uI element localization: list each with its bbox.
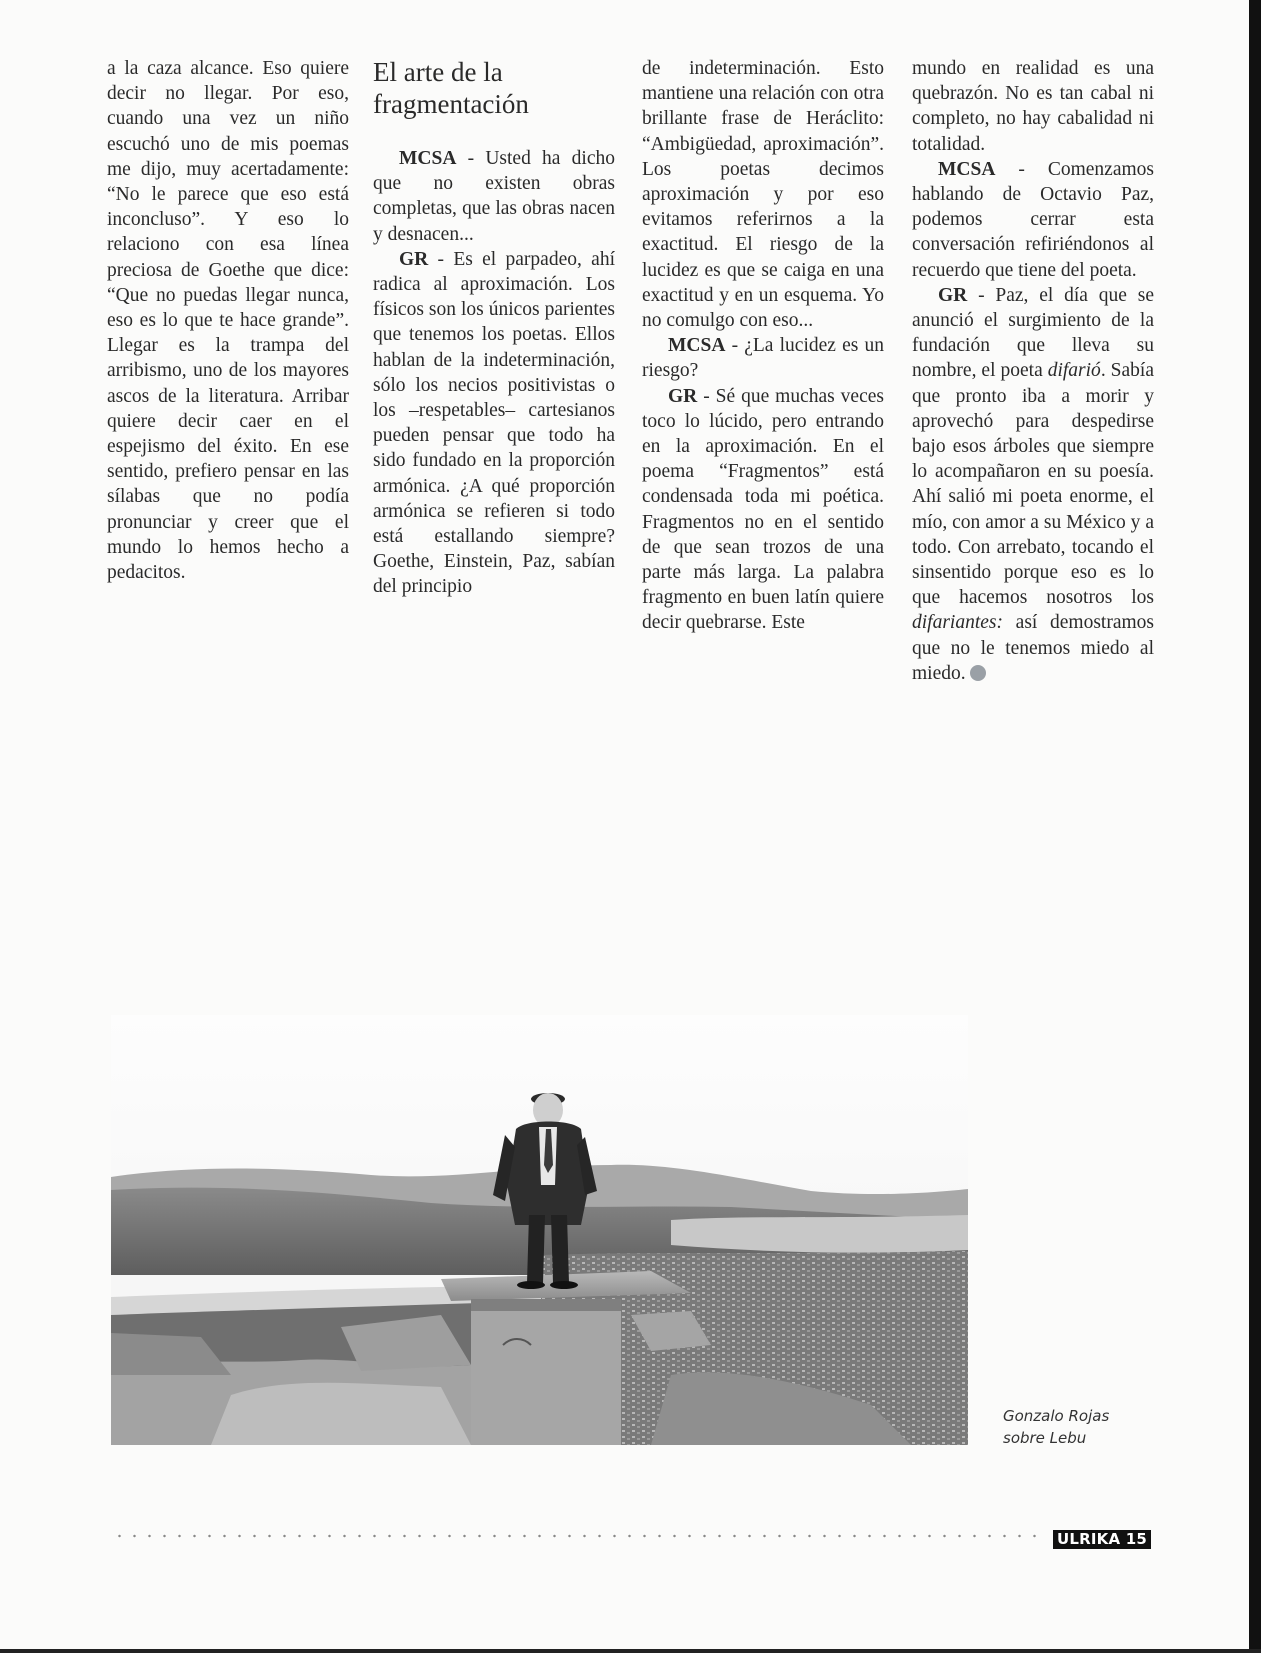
emphasis-text: difariantes:	[912, 612, 1003, 634]
answer-text: . Sabía que pronto iba a morir y aprovechó para despedirse bajo esos árboles que siempre lo acompañaron en su poesía. Ahí salió mi poeta enorme, el mío, con amor a su México y a todo. Con arrebato, tocando el sinsentido porque eso es lo que hacemos nosotros los	[912, 360, 1154, 609]
question-paragraph	[642, 333, 884, 383]
photo-poet-over-lebu	[111, 1015, 968, 1445]
speaker-label: GR	[938, 284, 968, 306]
answer-text: - Paz, el día que se anunció el surgimiento de la fundación que lleva su nombre, el poeta	[912, 284, 1154, 382]
speaker-label: MCSA	[668, 335, 726, 357]
answer-paragraph	[373, 247, 615, 600]
page-bottom-edge	[0, 1649, 1261, 1653]
page-number: 15	[1125, 1530, 1148, 1548]
emphasis-text: difarió	[1047, 360, 1101, 382]
magazine-name: ULRIKA	[1057, 1530, 1121, 1548]
answer-paragraph	[642, 384, 884, 636]
paragraph: a la caza alcance. Eso quiere decir no llegar. Por eso, cuando una vez un niño escuchó uno de mis poemas me dijo, muy acertadamente: “No le parece que eso está inconcluso”. Y eso lo relaciono con esa línea preciosa de Goethe que dice: “Que no puedas llegar nunca, eso es lo que te hace grande”. Llegar es la trampa del arribismo, uno de los mayores ascos de la literatura. Arribar quiere decir caer en el espejismo del éxito. En ese sentido, prefiero pensar en las sílabas que no podía pronunciar y creer que el mundo lo hemos hecho a pedacitos.	[107, 58, 349, 584]
text-column-3	[642, 56, 884, 636]
caption-line: Gonzalo Rojas	[1003, 1407, 1110, 1425]
answer-text: - Sé que muchas veces toco lo lúcido, pero entrando en la aproximación. En el poema “Fragmentos” está condensada toda mi poética. Fragmentos no en el sentido de que sean trozos de una parte más larga. La palabra fragmento en buen latín quiere decir quebrarse. Este	[642, 385, 884, 634]
question-paragraph	[373, 146, 615, 247]
speaker-label: GR	[668, 385, 698, 407]
answer-text: así demostramos que no le tenemos miedo al miedo.	[912, 612, 1154, 684]
paragraph: de indeterminación. Esto mantiene una relación con otra brillante frase de Heráclito: “Ambigüedad, aproximación”. Los poetas decimos aproximación y por eso evitamos referirnos a la exactitud. El riesgo de la lucidez es que se caiga en una exactitud y en un esquema. Yo no comulgo con eso...	[642, 58, 884, 332]
answer-paragraph	[912, 283, 1154, 686]
answer-text: - Es el parpadeo, ahí radica al aproximación. Los físicos son los únicos parientes que tenemos los poetas. Ellos hablan de la indeterminación, sólo los necios positivistas o los –respetables– cartesianos pueden pensar que todo ha sido fundado en la proporción armónica. ¿A qué proporción armónica se refieren si todo está estallando siempre? Goethe, Einstein, Paz, sabían del principio	[373, 248, 615, 598]
text-column-2	[373, 56, 615, 600]
caption-line: sobre Lebu	[1003, 1429, 1087, 1447]
text-column-1	[107, 56, 349, 585]
section-title: El arte de la fragmentación	[373, 57, 529, 119]
question-text: - Usted ha dicho que no existen obras completas, que las obras nacen y desnacen...	[373, 148, 615, 245]
page-folio	[1053, 1530, 1151, 1549]
question-text: - Comenzamos hablando de Octavio Paz, podemos cerrar esta conversación refiriéndonos al recuerdo que tiene del poeta.	[912, 158, 1154, 281]
paragraph: mundo en realidad es una quebrazón. No es tan cabal ni completo, no hay cabalidad ni totalidad.	[912, 58, 1154, 155]
text-column-4	[912, 56, 1154, 686]
speaker-label: MCSA	[938, 158, 996, 180]
dotted-rule	[112, 1534, 1042, 1538]
photo-caption	[1003, 1405, 1133, 1449]
speaker-label: MCSA	[399, 148, 457, 169]
question-paragraph	[912, 157, 1154, 283]
end-mark-icon	[970, 665, 986, 681]
question-text: - ¿La lucidez es un riesgo?	[642, 335, 884, 382]
speaker-label: GR	[399, 248, 429, 270]
page-edge	[1249, 0, 1261, 1653]
